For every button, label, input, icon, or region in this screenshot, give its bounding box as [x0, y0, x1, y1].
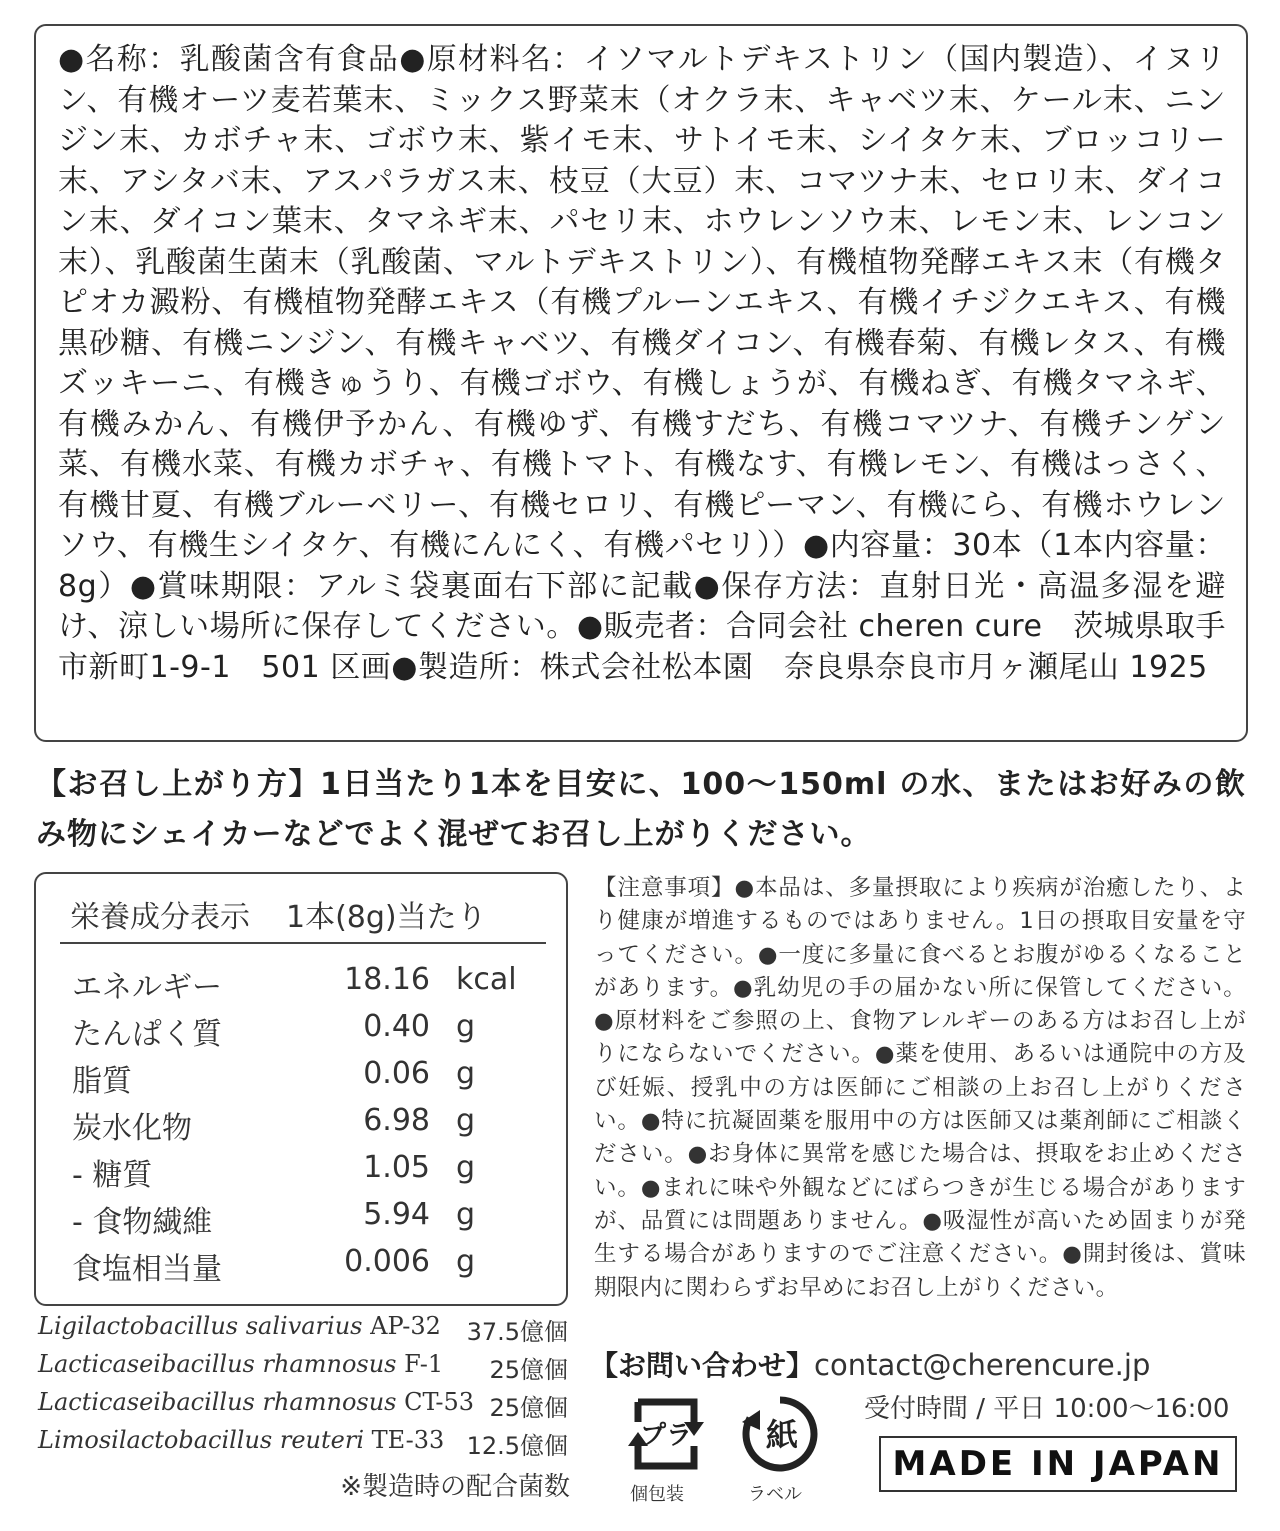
- cautions-text: 【注意事項】●本品は、多量摂取により疾病が治癒したり、より健康が増進するものではありません。1日の摂取目安量を守ってください。●一度に多量に食べるとお腹がゆるくなることがあります。●乳幼児の手の届かない所に保管してください。●原材料をご参照の上、食物アレルギーのある方はお召し上がりにならないでください。●薬を使用、あるいは通院中の方及び妊娠、授乳中の方は医師にご相談の上お召し上がりください。●特に抗凝固薬を服用中の方は医師又は薬剤師にご相談ください。●お身体に異常を感じた場合は、摂取をお止めください。●まれに味や外観などにばらつきが生じる場合がありますが、品質には問題ありません。●吸湿性が高いため固まりが発生する場合がありますのでご注意ください。●開封後は、賞味期限内に関わらずお早めにお召し上がりください。: [594, 875, 1246, 1301]
- nutrition-row-fat: [36, 1056, 566, 1103]
- nutrition-value: 5.94: [363, 1197, 430, 1232]
- bacteria-name: [38, 1426, 444, 1454]
- nutrition-row-carbohydrate: [36, 1103, 566, 1150]
- paper-recycle-icon: [738, 1392, 822, 1476]
- bacteria-row: [38, 1388, 570, 1426]
- nutrition-title: [70, 892, 487, 936]
- nutrition-value: 0.40: [363, 1009, 430, 1044]
- nutrition-unit: g: [456, 1009, 476, 1044]
- contact-hours: 受付時間 / 平日 10:00～16:00: [864, 1394, 1230, 1424]
- paper-label: ラベル: [748, 1484, 802, 1505]
- plastic-recycle-icon: [620, 1392, 712, 1476]
- bacteria-name: [38, 1388, 474, 1416]
- nutrition-row-protein: [36, 1009, 566, 1056]
- nutrition-per-serving: 1本(8g)当たり: [286, 900, 487, 935]
- bacteria-row: [38, 1426, 570, 1464]
- contact-email[interactable]: contact@cherencure.jp: [814, 1348, 1151, 1382]
- bacteria-row: [38, 1350, 570, 1388]
- nutrition-divider: [60, 942, 546, 944]
- plastic-label: 個包装: [630, 1484, 684, 1505]
- bacteria-name: [38, 1312, 441, 1340]
- nutrition-unit: g: [456, 1103, 476, 1138]
- paper-mark-text: 紙: [765, 1416, 799, 1454]
- nutrition-unit: g: [456, 1244, 476, 1279]
- nutrition-unit: g: [456, 1056, 476, 1091]
- nutrition-value: 0.006: [344, 1244, 430, 1279]
- nutrition-value: 6.98: [363, 1103, 430, 1138]
- nutrition-label: エネルギー: [72, 970, 222, 1005]
- bacteria-list: [38, 1312, 570, 1502]
- bacteria-species: Lacticaseibacillus rhamnosus: [38, 1350, 397, 1378]
- bacteria-strain: TE-33: [371, 1426, 445, 1454]
- nutrition-value: 0.06: [363, 1056, 430, 1091]
- bacteria-name: [38, 1350, 443, 1378]
- made-in-japan-badge: MADE IN JAPAN: [879, 1436, 1237, 1492]
- nutrition-unit: kcal: [456, 962, 517, 997]
- nutrition-table: [34, 872, 568, 1306]
- bacteria-row: [38, 1312, 570, 1350]
- nutrition-title-label: 栄養成分表示: [70, 900, 250, 935]
- bacteria-note: ※製造時の配合菌数: [340, 1472, 570, 1502]
- bacteria-count: 37.5億個: [466, 1318, 568, 1346]
- nutrition-unit: g: [456, 1150, 476, 1185]
- nutrition-label: 炭水化物: [72, 1111, 192, 1146]
- nutrition-value: 1.05: [363, 1150, 430, 1185]
- bacteria-species: Lacticaseibacillus rhamnosus: [38, 1388, 397, 1416]
- bacteria-count: 25億個: [489, 1394, 568, 1422]
- bacteria-strain: F-1: [404, 1350, 444, 1378]
- nutrition-row-fiber: [36, 1197, 566, 1244]
- plastic-mark-text: プラ: [639, 1421, 693, 1451]
- nutrition-row-salt: [36, 1244, 566, 1291]
- nutrition-label: - 糖質: [72, 1158, 153, 1193]
- nutrition-value: 18.16: [344, 962, 430, 997]
- bacteria-strain: AP-32: [370, 1312, 441, 1340]
- contact-label: 【お問い合わせ】: [590, 1349, 815, 1382]
- nutrition-label: - 食物繊維: [72, 1205, 213, 1240]
- nutrition-unit: g: [456, 1197, 476, 1232]
- nutrition-label: 食塩相当量: [72, 1252, 222, 1287]
- bacteria-strain: CT-53: [404, 1388, 475, 1416]
- contact-row: [590, 1344, 1150, 1384]
- ingredients-text: ●名称：乳酸菌含有食品●原材料名：イソマルトデキストリン（国内製造）、イヌリン、有機オーツ麦若葉末、ミックス野菜末（オクラ末、キャベツ末、ケール末、ニンジン末、カボチャ末、ゴボウ末、紫イモ末、サトイモ末、シイタケ末、ブロッコリー末、アシタバ末、アスパラガス末、枝豆（大豆）末、コマツナ末、セロリ末、ダイコン末、ダイコン葉末、タマネギ末、パセリ末、ホウレンソウ末、レモン末、レンコン末）、乳酸菌生菌末（乳酸菌、マルトデキストリン）、有機植物発酵エキス末（有機タピオカ澱粉、有機植物発酵エキス（有機プルーンエキス、有機イチジクエキス、有機黒砂糖、有機ニンジン、有機キャベツ、有機ダイコン、有機春菊、有機レタス、有機ズッキーニ、有機きゅうり、有機ゴボウ、有機しょうが、有機ねぎ、有機タマネギ、有機みかん、有機伊予かん、有機ゆず、有機すだち、有機コマツナ、有機チンゲン菜、有機水菜、有機カボチャ、有機トマト、有機なす、有機レモン、有機はっさく、有機甘夏、有機ブルーベリー、有機セロリ、有機ピーマン、有機にら、有機ホウレンソウ、有機生シイタケ、有機にんにく、有機パセリ））●内容量：30本（1本内容量：8g）●賞味期限：アルミ袋裏面右下部に記載●保存方法：直射日光・高温多湿を避け、涼しい場所に保存してください。●販売者：合同会社 cheren cure 茨城県取手市新町1-9-1 501 区画●製造所：株式会社松本園 奈良県奈良市月ヶ瀬尾山 1925: [58, 42, 1226, 685]
- bacteria-species: Ligilactobacillus salivarius: [38, 1312, 363, 1340]
- nutrition-label: たんぱく質: [72, 1017, 222, 1052]
- bacteria-species: Limosilactobacillus reuteri: [38, 1426, 365, 1454]
- bacteria-count: 25億個: [489, 1356, 568, 1384]
- nutrition-row-sugar: [36, 1150, 566, 1197]
- bacteria-count: 12.5億個: [466, 1432, 568, 1460]
- ingredients-box: [34, 24, 1248, 742]
- nutrition-row-energy: [36, 962, 566, 1009]
- nutrition-label: 脂質: [72, 1064, 132, 1099]
- how-to-text: 【お召し上がり方】1日当たり1本を目安に、100～150ml の水、またはお好みの飲み物にシェイカーなどでよく混ぜてお召し上がりください。: [36, 767, 1246, 852]
